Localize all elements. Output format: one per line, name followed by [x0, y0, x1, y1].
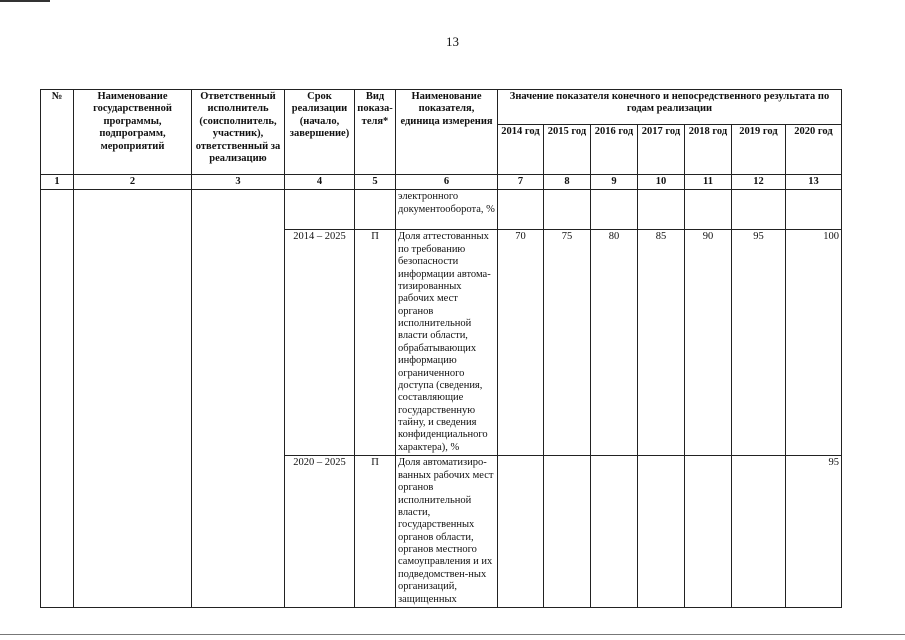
column-number: 6: [396, 175, 498, 190]
cell-value: [732, 456, 786, 608]
cell-program-name: [74, 190, 192, 608]
cell-value: [786, 190, 842, 230]
cell-value: 85: [638, 230, 685, 456]
cell-value: 70: [498, 230, 544, 456]
cell-period: 2020 – 2025: [285, 456, 355, 608]
cell-number: [41, 190, 74, 608]
header-indicator-type: Вид показа-теля*: [355, 90, 396, 175]
header-year: 2017 год: [638, 125, 685, 175]
cell-period: [285, 190, 355, 230]
column-number: 13: [786, 175, 842, 190]
column-number: 9: [591, 175, 638, 190]
cell-value: [591, 190, 638, 230]
cell-value: 80: [591, 230, 638, 456]
column-number: 10: [638, 175, 685, 190]
header-program-name: Наименование государственной программы, подпрограмм, мероприятий: [74, 90, 192, 175]
cell-value: [544, 190, 591, 230]
header-row: [41, 90, 842, 125]
column-numbers-row: [41, 175, 842, 190]
cell-value: 90: [685, 230, 732, 456]
cell-value: [685, 190, 732, 230]
header-period: Срок реализации (начало, завершение): [285, 90, 355, 175]
column-number: 8: [544, 175, 591, 190]
cell-value: 100: [786, 230, 842, 456]
header-values-group: Значение показателя конечного и непосредственного результата по годам реализации: [498, 90, 842, 125]
header-year: 2018 год: [685, 125, 732, 175]
cell-value: [498, 190, 544, 230]
cell-value: [544, 456, 591, 608]
column-number: 7: [498, 175, 544, 190]
cell-period: 2014 – 2025: [285, 230, 355, 456]
cell-value: [732, 190, 786, 230]
column-number: 11: [685, 175, 732, 190]
cell-responsible: [192, 190, 285, 608]
column-number: 5: [355, 175, 396, 190]
header-year: 2014 год: [498, 125, 544, 175]
cell-type: [355, 190, 396, 230]
column-number: 12: [732, 175, 786, 190]
cell-indicator: Доля аттестованных по требованию безопасности информации автома-тизированных рабочих мест органов исполнительной власти области, обрабатывающих информацию ограниченного доступа (сведения, составляющие государственную тайну, и сведения конфиденциального характера), %: [396, 230, 498, 456]
header-indicator-name: Наименование показателя, единица измерения: [396, 90, 498, 175]
cell-value: [638, 456, 685, 608]
cell-value: [591, 456, 638, 608]
cell-value: [685, 456, 732, 608]
cell-indicator: электронного документооборота, %: [396, 190, 498, 230]
page-number: 13: [446, 34, 459, 49]
cell-type: П: [355, 230, 396, 456]
column-number: 4: [285, 175, 355, 190]
header-year: 2019 год: [732, 125, 786, 175]
header-year: 2015 год: [544, 125, 591, 175]
cell-value: 75: [544, 230, 591, 456]
column-number: 1: [41, 175, 74, 190]
header-responsible: Ответственный исполнитель (соисполнитель, участник), ответственный за реализацию: [192, 90, 285, 175]
column-number: 2: [74, 175, 192, 190]
cell-type: П: [355, 456, 396, 608]
header-year: 2020 год: [786, 125, 842, 175]
table-row: [41, 190, 842, 230]
scan-edge-mark: [0, 0, 50, 2]
cell-indicator: Доля автоматизиро-ванных рабочих мест органов исполнительной власти, государственных органов области, органов местного самоуправления и их подведомствен-ных организаций, защищенных: [396, 456, 498, 608]
header-year: 2016 год: [591, 125, 638, 175]
column-number: 3: [192, 175, 285, 190]
scan-bottom-edge: [0, 634, 905, 635]
cell-value: [638, 190, 685, 230]
indicator-table: [40, 89, 842, 608]
cell-value: [498, 456, 544, 608]
cell-value: 95: [786, 456, 842, 608]
cell-value: 95: [732, 230, 786, 456]
header-number: №: [41, 90, 74, 175]
